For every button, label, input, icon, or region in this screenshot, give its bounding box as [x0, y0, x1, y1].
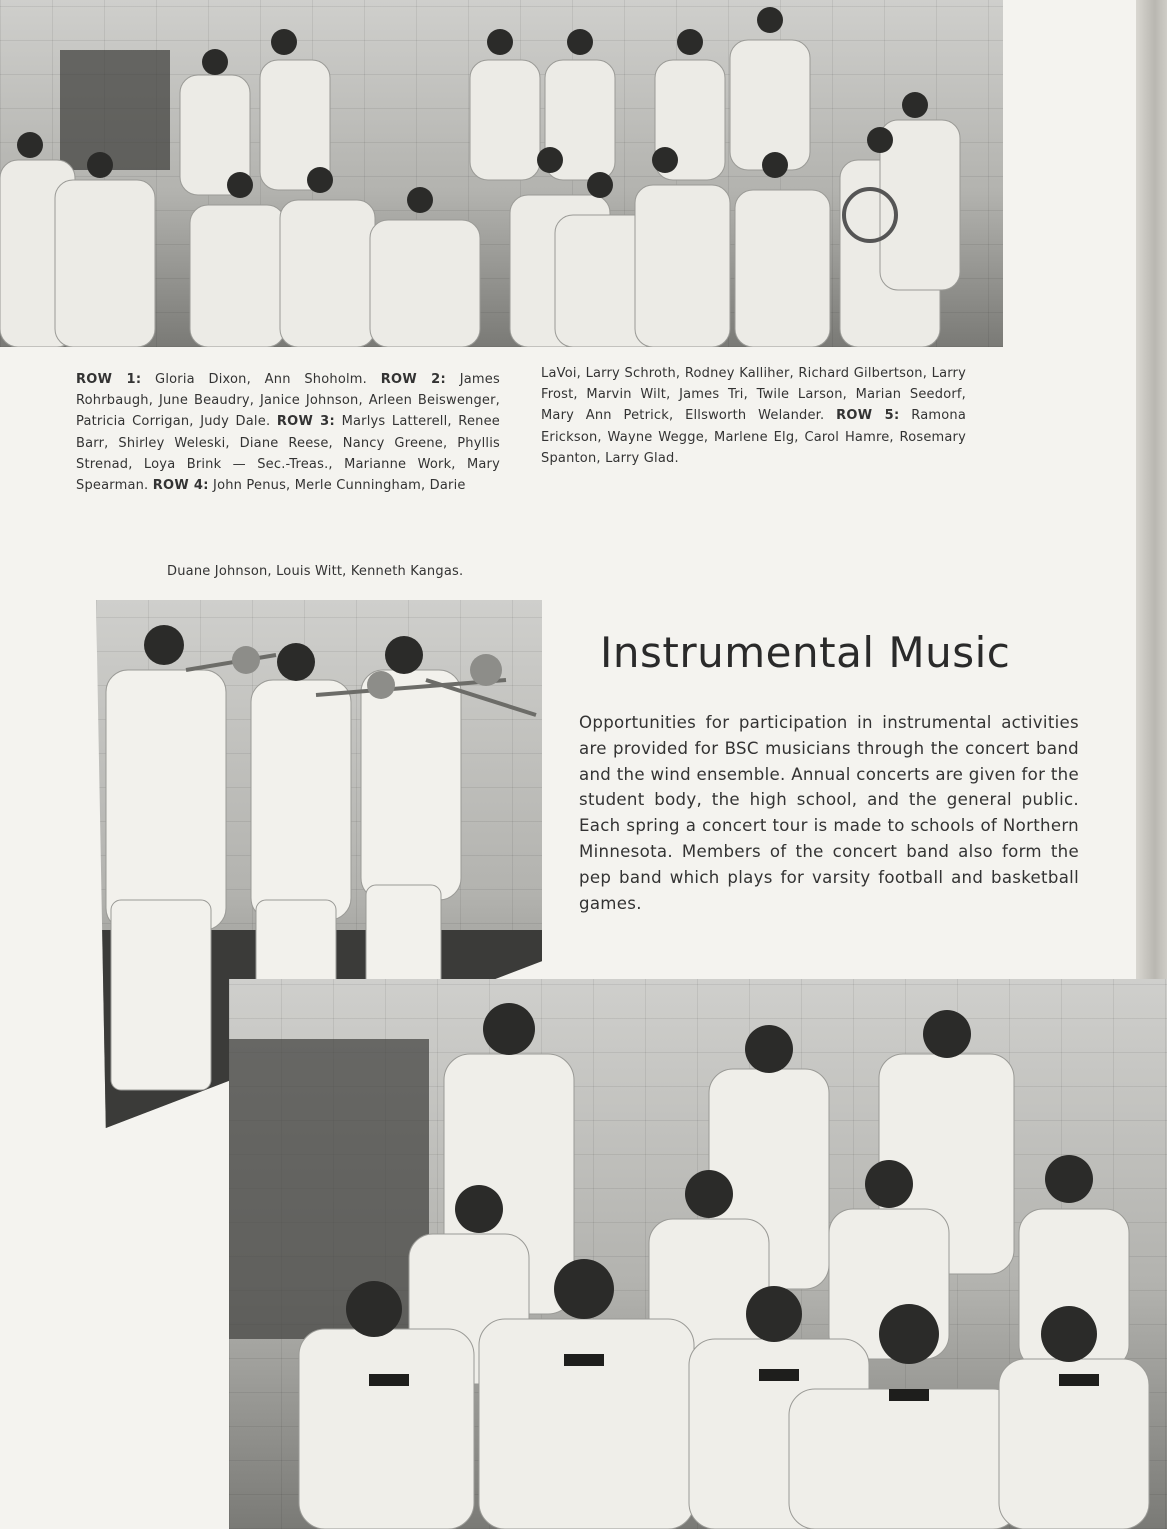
group-photo-caption-left — [76, 369, 500, 496]
article-heading: Instrumental Music — [600, 628, 1011, 677]
row1-names: Gloria Dixon, Ann Shoholm. — [141, 372, 381, 387]
row4-label: ROW 4: — [152, 478, 209, 494]
row2-label: ROW 2: — [380, 372, 447, 387]
row5-names: Ramona Erickson, Wayne Wegge, Marlene Elg, Carol Hamre, Rosemary Spanton, Larry Glad. — [541, 408, 966, 466]
row1-label: ROW 1: — [76, 372, 142, 387]
row4-names-end: LaVoi, Larry Schroth, Rodney Kalliher, Richard Gilbertson, Larry Frost, Marvin Wilt, James Tri, Twile Larson, Marian Seedorf, Mary Ann Petrick, Ellsworth Welander. — [541, 366, 966, 424]
band-group-photo — [0, 0, 1003, 347]
group-photo-caption-right — [541, 363, 966, 469]
article-body: Opportunities for participation in instrumental activities are provided for BSC musicians through the concert band and the wind ensemble. Annual concerts are given for the student body, the high school, and the general public. Each spring a concert tour is made to schools of Northern Minnesota. Members of the concert band also form the pep band which plays for varsity football and basketball games. — [579, 713, 1079, 913]
trombone-trio-caption: Duane Johnson, Louis Witt, Kenneth Kangas. — [167, 564, 464, 579]
row3-names: Marlys Latterell, Renee Barr, Shirley Weleski, Diane Reese, Nancy Greene, Phyllis Strenad, Loya Brink — Sec.-Treas., Marianne Work, Mary Spearman. — [76, 414, 500, 494]
band-closeup-photo — [229, 979, 1167, 1529]
row3-label: ROW 3: — [276, 414, 336, 430]
row5-label: ROW 5: — [836, 408, 900, 424]
row2-names: James Rohrbaugh, June Beaudry, Janice Johnson, Arleen Beiswenger, Patricia Corrigan, Judy Dale. — [76, 372, 500, 430]
row4-names-start: John Penus, Merle Cunningham, Darie — [208, 478, 466, 494]
